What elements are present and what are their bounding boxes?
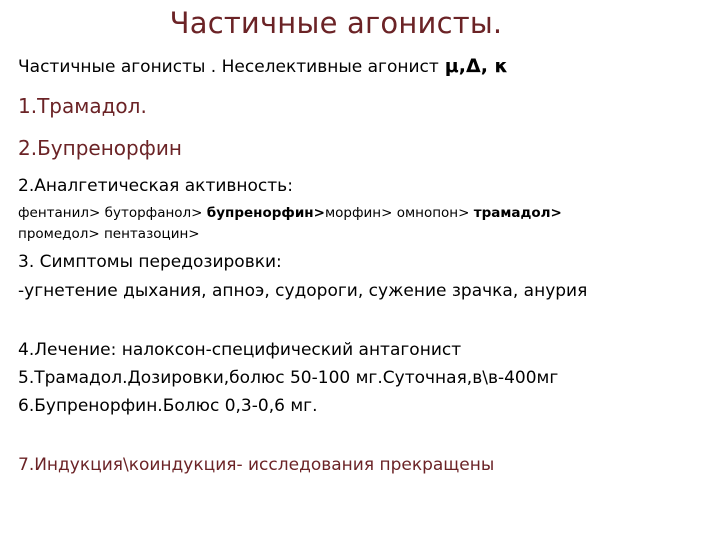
subtitle-text: Частичные агонисты . Неселективные агонист (18, 57, 439, 77)
induction-line: 7.Индукция\коиндукция- исследования прекращены (18, 455, 495, 475)
analgesic-part-3: морфин> омнопон> (324, 205, 474, 221)
analgesic-part-2: бупренорфин> (206, 205, 325, 221)
tramadol-dose-line: 5.Трамадол.Дозировки,болюс 50-100 мг.Суточная,в\в-400мг (18, 368, 559, 388)
analgesic-row-1 (18, 205, 562, 221)
subtitle-line (18, 55, 508, 77)
treatment-line: 4.Лечение: налоксон-специфический антагонист (18, 340, 462, 360)
item-tramadol: 1.Трамадол. (18, 94, 147, 118)
overdose-heading: 3. Симптомы передозировки: (18, 252, 282, 272)
analgesic-row-2: промедол> пентазоцин> (18, 226, 200, 242)
buprenorphine-dose-line: 6.Бупренорфин.Болюс 0,3-0,6 мг. (18, 396, 318, 416)
analgesic-part-1: фентанил> буторфанол> (18, 205, 207, 221)
overdose-list: -угнетение дыхания, апноэ, судороги, сужение зрачка, анурия (18, 281, 588, 301)
receptor-symbols: μ,Δ, κ (444, 55, 509, 77)
item-buprenorphine: 2.Бупренорфин (18, 136, 182, 160)
slide-title: Частичные агонисты. (169, 6, 503, 40)
analgesic-part-4: трамадол> (473, 205, 562, 221)
analgesic-heading: 2.Аналгетическая активность: (18, 176, 293, 196)
